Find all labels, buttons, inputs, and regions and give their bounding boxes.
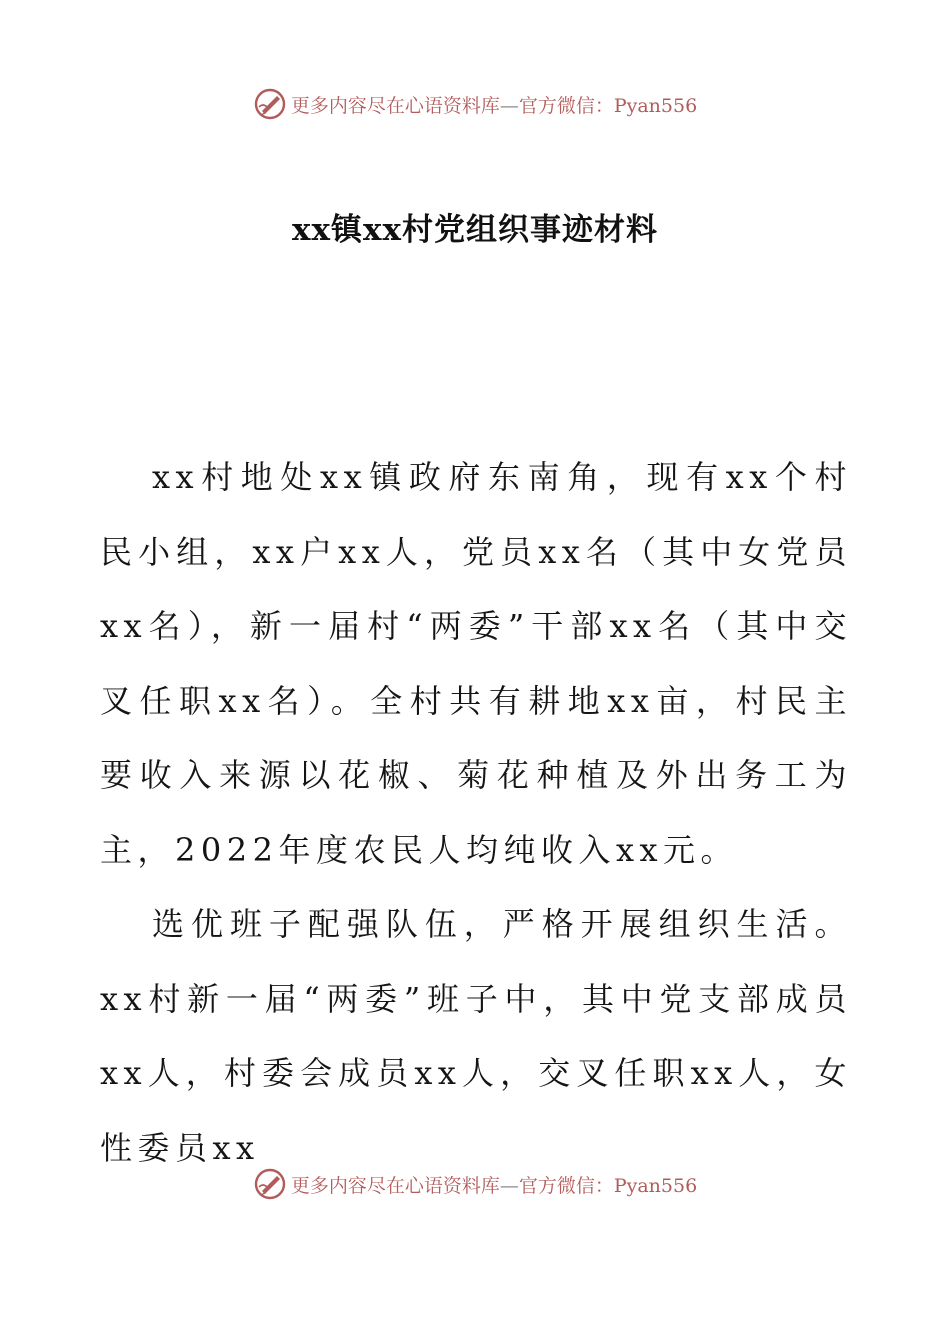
paragraph-team: 选优班子配强队伍，严格开展组织生活。xx村新一届“两委”班子中，其中党支部成员xx人，村委会成员xx人，交叉任职xx人，女性委员xx xyxy=(100,905,852,1167)
watermark-contact-text: 官方微信：Pyan556 xyxy=(518,94,698,117)
document-title: xx镇xx村党组织事迹材料 xyxy=(292,212,658,248)
footer-watermark xyxy=(0,1164,950,1204)
watermark-dash: — xyxy=(499,94,519,117)
pen-seal-logo-icon xyxy=(253,1167,287,1201)
pen-seal-logo-icon xyxy=(253,87,287,121)
document-body xyxy=(100,440,852,1185)
watermark-site-text: 更多内容尽在心语资料库 xyxy=(290,1174,500,1197)
header-watermark xyxy=(0,84,950,124)
watermark-contact-text: 官方微信：Pyan556 xyxy=(518,1174,698,1197)
watermark-dash: — xyxy=(499,1174,519,1197)
paragraph-intro: xx村地处xx镇政府东南角，现有xx个村民小组，xx户xx人，党员xx名（其中女党员xx名），新一届村“两委”干部xx名（其中交叉任职xx名）。全村共有耕地xx亩，村民主要收入来源以花椒、菊花种植及外出务工为主，2022年度农民人均纯收入xx元。 xyxy=(100,458,852,869)
watermark-site-text: 更多内容尽在心语资料库 xyxy=(290,94,500,117)
